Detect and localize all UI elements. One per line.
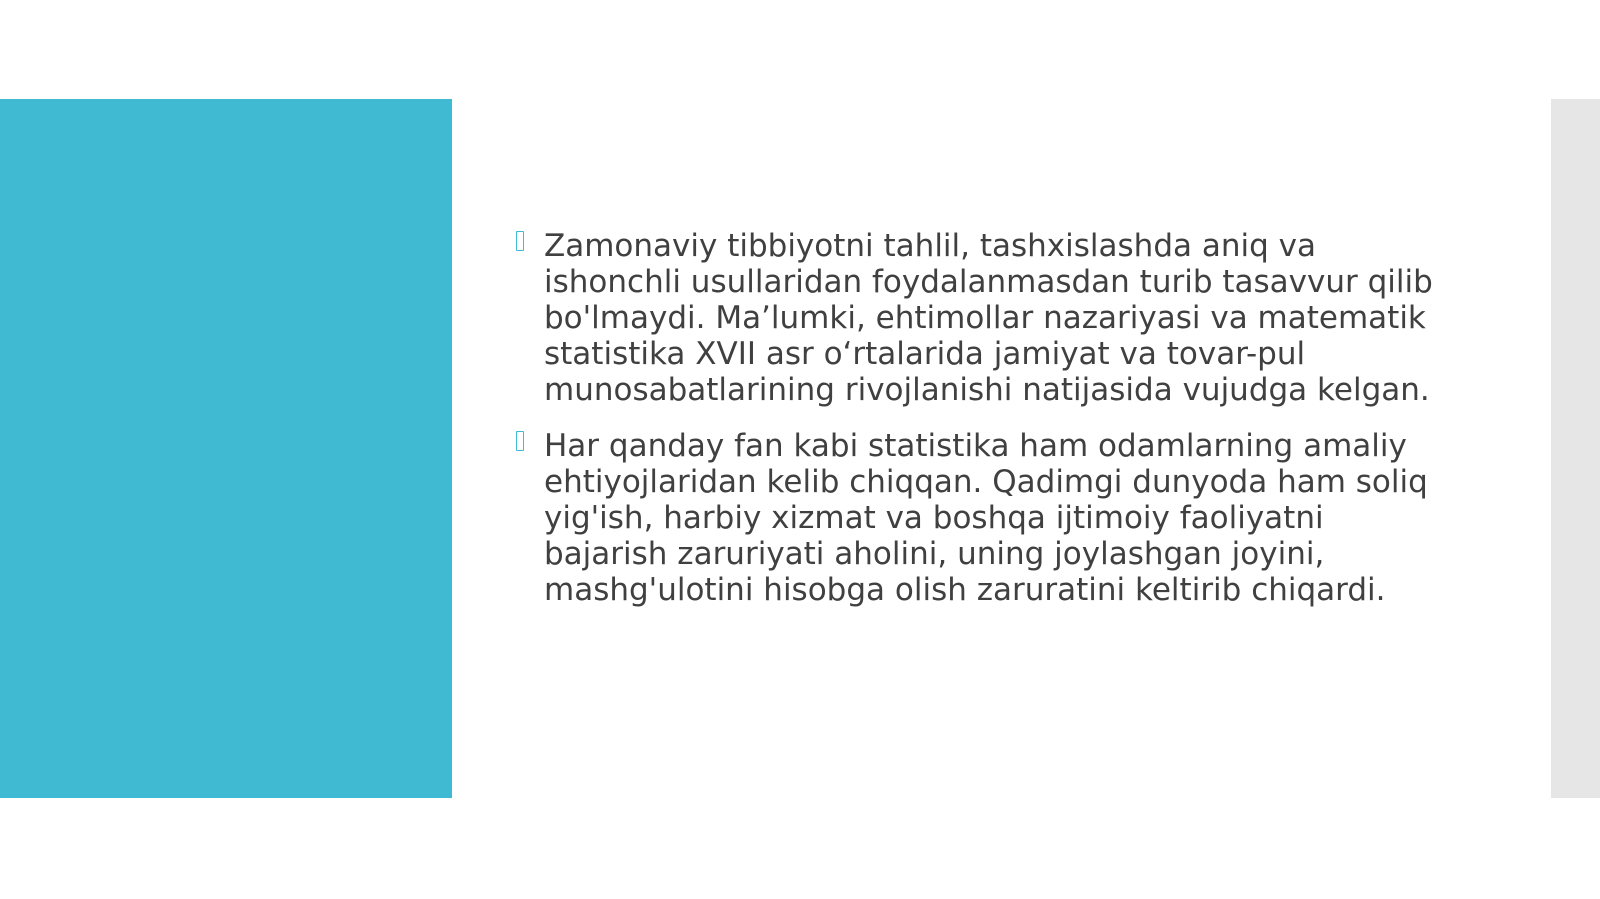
- bullet-text: Har qanday fan kabi statistika ham odamlarning amaliy ehtiyojlaridan kelib chiqqan. Qadimgi dunyoda ham soliq yig'ish, harbiy xizmat va boshqa ijtimoiy faoliyatni bajarish zaruriyati aholini, uning joylashgan joyini, mashg'ulotini hisobga olish zaruratini keltirib chiqardi.: [544, 428, 1428, 608]
- bullet-item: [516, 428, 1456, 608]
- accent-block: [0, 99, 452, 798]
- slide-content: [516, 228, 1456, 628]
- side-strip: [1551, 99, 1600, 798]
- bullet-list: [516, 228, 1456, 608]
- bullet-icon: [516, 231, 524, 251]
- bullet-icon: [516, 431, 524, 451]
- bullet-item: [516, 228, 1456, 408]
- bullet-text: Zamonaviy tibbiyotni tahlil, tashxislashda aniq va ishonchli usullaridan foydalanmasdan turib tasavvur qilib bo'lmaydi. Ma’lumki, ehtimollar nazariyasi va matematik statistika XVII asr o‘rtalarida jamiyat va tovar-pul munosabatlarining rivojlanishi natijasida vujudga kelgan.: [544, 228, 1433, 408]
